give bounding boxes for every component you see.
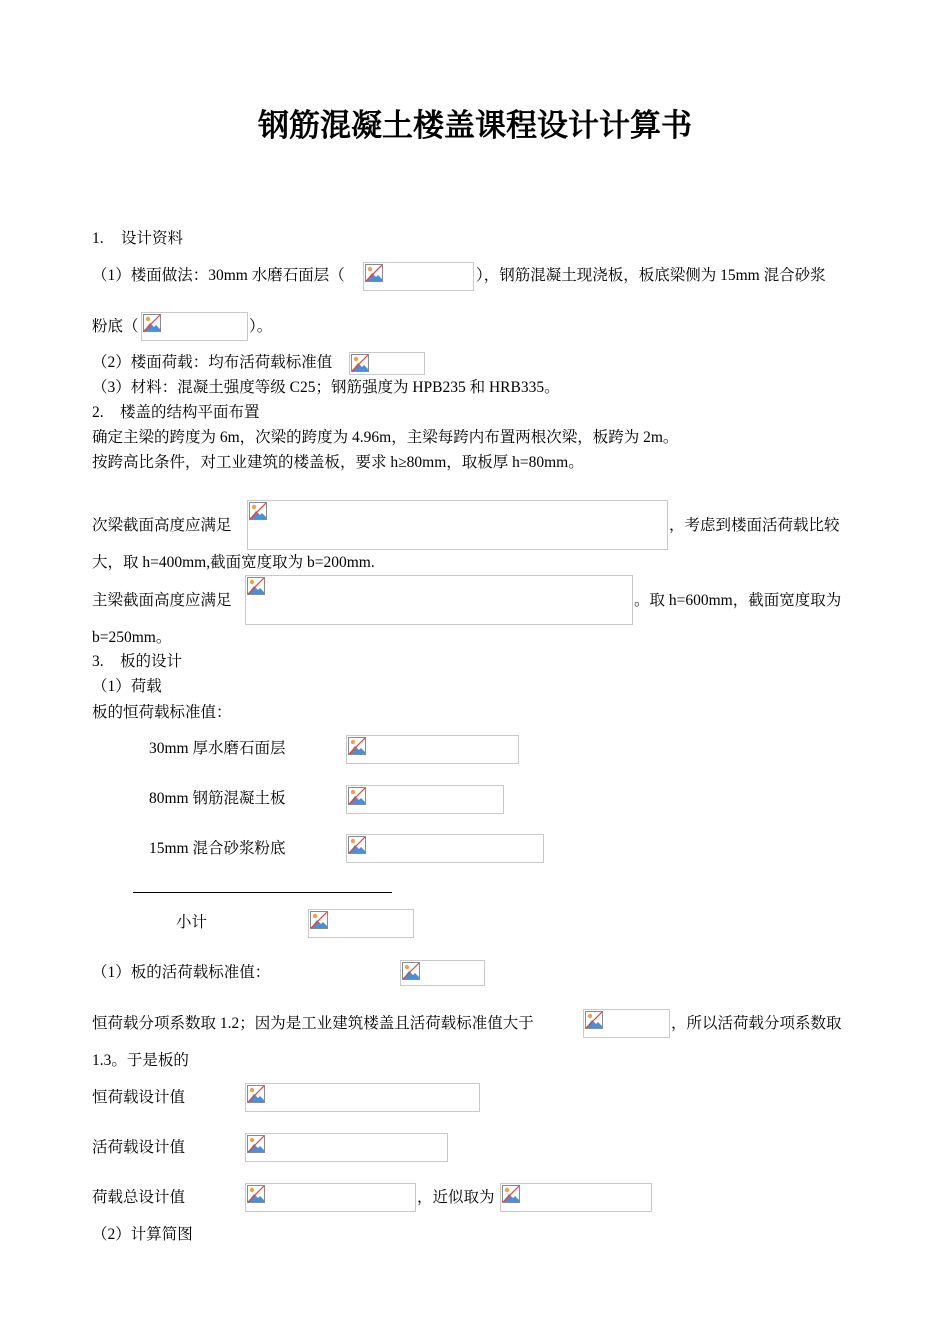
section-1-heading: 设计资料 bbox=[121, 230, 184, 247]
formula-image bbox=[245, 1183, 416, 1212]
formula-image bbox=[245, 575, 633, 625]
broken-image-icon bbox=[247, 1185, 265, 1203]
broken-image-icon bbox=[402, 962, 420, 980]
s1-para1-close: ）。 bbox=[249, 318, 273, 335]
formula-image bbox=[247, 500, 668, 550]
formula-image bbox=[500, 1183, 652, 1212]
section-2-heading: 楼盖的结构平面布置 bbox=[120, 404, 260, 421]
formula-image bbox=[245, 1083, 480, 1112]
s3-sub2: （2）计算简图 bbox=[92, 1226, 193, 1243]
broken-image-icon bbox=[249, 502, 267, 520]
broken-image-icon bbox=[143, 314, 161, 332]
s1-para3: （3）材料：混凝土强度等级 C25；钢筋强度为 HPB235 和 HRB335。 bbox=[92, 379, 560, 396]
broken-image-icon bbox=[310, 911, 328, 929]
factor-para-start: 恒荷载分项系数取 1.2；因为是工业建筑楼盖且活荷载标准值大于 bbox=[92, 1015, 534, 1032]
formula-image bbox=[349, 352, 425, 375]
s2-para3-end: ，考虑到楼面活荷载比较 bbox=[669, 517, 840, 534]
live-load-label: （1）板的活荷载标准值： bbox=[92, 964, 271, 981]
broken-image-icon bbox=[348, 836, 366, 854]
s2-para4-start: 主梁截面高度应满足 bbox=[92, 592, 232, 609]
broken-image-icon bbox=[365, 264, 383, 282]
broken-image-icon bbox=[351, 354, 369, 372]
formula-image bbox=[141, 312, 248, 341]
design-total-label: 荷载总设计值 bbox=[92, 1189, 186, 1206]
section-2-number: 2. bbox=[92, 404, 104, 421]
s1-para1-end: ），钢筋混凝土现浇板，板底梁侧为 15mm 混合砂浆 bbox=[476, 267, 826, 284]
formula-image bbox=[245, 1133, 448, 1162]
s3-sub1: （1）荷载 bbox=[92, 678, 162, 695]
s2-para4-cont: b=250mm。 bbox=[92, 629, 172, 646]
s2-para3-cont: 大，取 h=400mm,截面宽度取为 b=200mm. bbox=[92, 554, 375, 571]
load-item-3: 15mm 混合砂浆粉底 bbox=[149, 840, 286, 857]
formula-image bbox=[583, 1009, 670, 1038]
s1-para1-start: （1）楼面做法：30mm 水磨石面层（ bbox=[92, 267, 345, 284]
factor-para-cont: 1.3。于是板的 bbox=[92, 1052, 189, 1069]
formula-image bbox=[363, 262, 474, 291]
approx-label: ，近似取为 bbox=[417, 1189, 495, 1206]
design-dead-label: 恒荷载设计值 bbox=[92, 1089, 186, 1106]
subtotal-label: 小计 bbox=[176, 914, 208, 931]
broken-image-icon bbox=[247, 1085, 265, 1103]
section-3-heading: 板的设计 bbox=[120, 653, 183, 670]
formula-image bbox=[400, 960, 485, 986]
s1-para2: （2）楼面荷载：均布活荷载标准值 bbox=[92, 354, 333, 371]
document-title: 钢筋混凝土楼盖课程设计计算书 bbox=[258, 108, 692, 144]
broken-image-icon bbox=[348, 787, 366, 805]
s2-para3-start: 次梁截面高度应满足 bbox=[92, 517, 232, 534]
load-item-2: 80mm 钢筋混凝土板 bbox=[149, 790, 286, 807]
s2-para4-end: 。取 h=600mm，截面宽度取为 bbox=[634, 592, 842, 609]
s1-para1-cont: 粉底（ bbox=[92, 318, 139, 335]
formula-image bbox=[346, 735, 519, 764]
subtotal-rule bbox=[133, 892, 392, 893]
broken-image-icon bbox=[502, 1185, 520, 1203]
formula-image bbox=[346, 834, 544, 863]
factor-para-end: ，所以活荷载分项系数取 bbox=[671, 1015, 842, 1032]
formula-image bbox=[308, 909, 414, 938]
s2-para1: 确定主梁的跨度为 6m，次梁的跨度为 4.96m，主梁每跨内布置两根次梁，板跨为 2m。 bbox=[92, 429, 679, 446]
dead-load-label: 板的恒荷载标准值： bbox=[92, 704, 232, 721]
broken-image-icon bbox=[247, 577, 265, 595]
design-live-label: 活荷载设计值 bbox=[92, 1139, 186, 1156]
load-item-1: 30mm 厚水磨石面层 bbox=[149, 740, 286, 757]
section-3-number: 3. bbox=[92, 653, 104, 670]
broken-image-icon bbox=[247, 1135, 265, 1153]
formula-image bbox=[346, 785, 504, 814]
s2-para2: 按跨高比条件，对工业建筑的楼盖板，要求 h≥80mm，取板厚 h=80mm。 bbox=[92, 454, 584, 471]
broken-image-icon bbox=[348, 737, 366, 755]
broken-image-icon bbox=[585, 1011, 603, 1029]
section-1-number: 1. bbox=[92, 230, 104, 247]
